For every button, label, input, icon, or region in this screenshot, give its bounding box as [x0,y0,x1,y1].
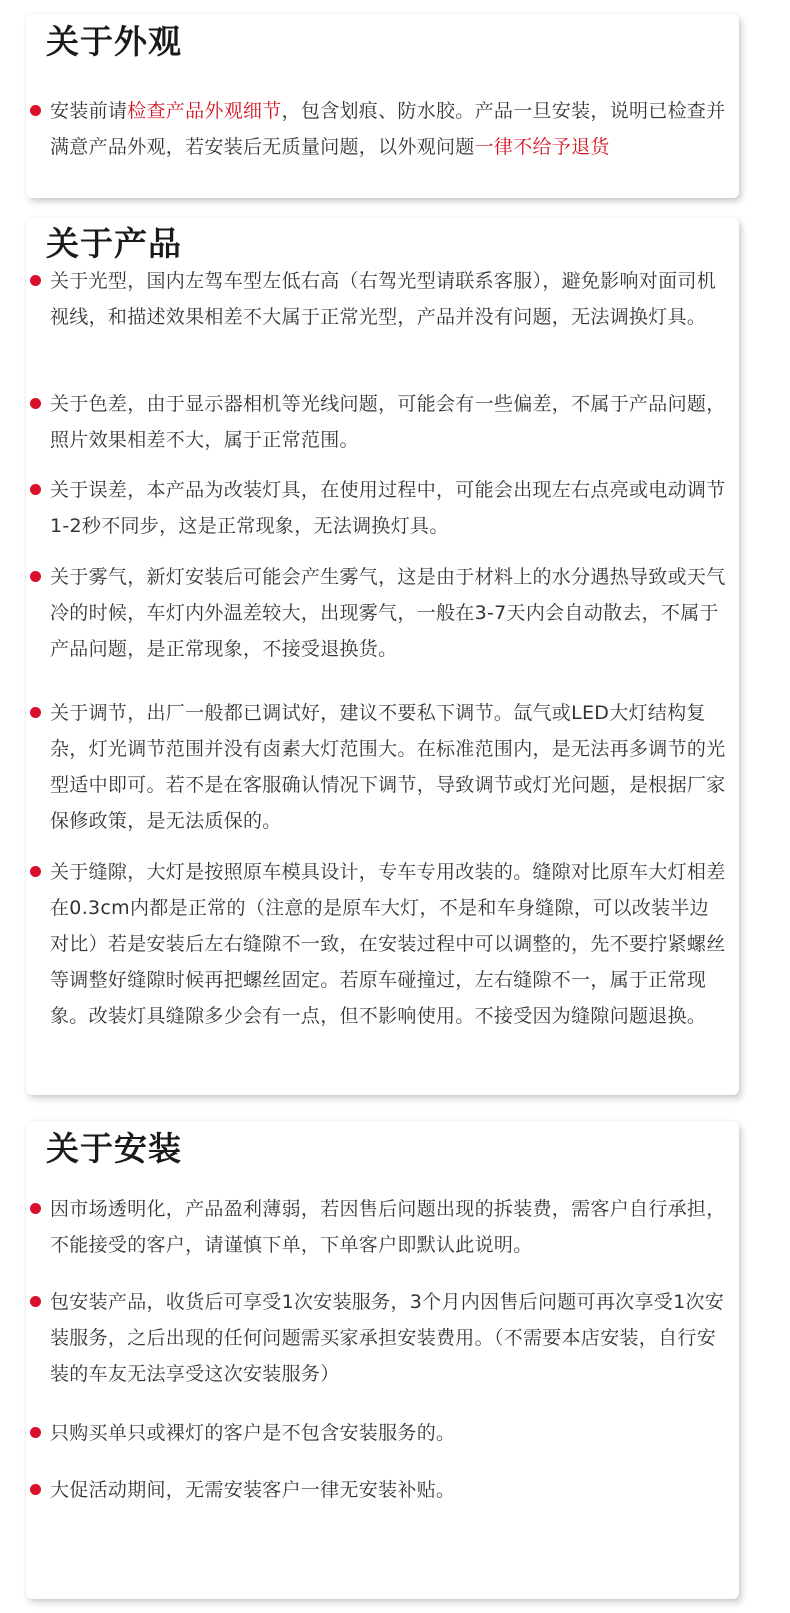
install-card [26,1121,739,1599]
bullet-text [50,93,728,165]
bullet-text: 关于调节，出厂一般都已调试好，建议不要私下调节。氙气或LED大灯结构复杂，灯光调节范围并没有卤素大灯范围大。在标准范围内，是无法再多调节的光型适中即可。若不是在客服确认情况下调节，导致调节或灯光问题，是根据厂家保修政策，是无法质保的。 [50,702,726,832]
text-segment: ，包含划痕、防水胶。产品一旦安装，说明已检查并满意产品外观，若安装后无质量问题，以外观问题 [50,100,726,158]
text-segment: 安装前请 [50,100,128,122]
bullet-dot-icon [30,707,41,718]
bullet-dot-icon [30,1484,41,1495]
bullet-text: 关于误差，本产品为改装灯具，在使用过程中，可能会出现左右点亮或电动调节1-2秒不同步，这是正常现象，无法调换灯具。 [50,479,726,537]
bullet-text: 关于雾气，新灯安装后可能会产生雾气，这是由于材料上的水分遇热导致或天气冷的时候，车灯内外温差较大，出现雾气，一般在3-7天内会自动散去，不属于产品问题，是正常现象，不接受退换货。 [50,566,726,660]
bullet-text: 关于缝隙，大灯是按照原车模具设计，专车专用改装的。缝隙对比原车大灯相差在0.3cm内都是正常的（注意的是原车大灯，不是和车身缝隙，可以改装半边对比）若是安装后左右缝隙不一致，在安装过程中可以调整的，先不要拧紧螺丝等调整好缝隙时候再把螺丝固定。若原车碰撞过，左右缝隙不一，属于正常现象。改装灯具缝隙多少会有一点，但不影响使用。不接受因为缝隙问题退换。 [50,861,726,1027]
appearance-title: 关于外观 [46,22,182,61]
bullet-dot-icon [30,1427,41,1438]
bullet-text: 包安装产品，收货后可享受1次安装服务，3个月内因售后问题可再次享受1次安装服务，之后出现的任何问题需买家承担安装费用。（不需要本店安装，自行安装的车友无法享受这次安装服务） [50,1291,725,1385]
install-title: 关于安装 [46,1129,182,1168]
bullet-text: 因市场透明化，产品盈利薄弱，若因售后问题出现的拆装费，需客户自行承担，不能接受的客户，请谨慎下单，下单客户即默认此说明。 [50,1198,726,1256]
appearance-card [26,14,739,198]
highlight-no-return: 一律不给予退货 [474,136,610,158]
bullet-text: 只购买单只或裸灯的客户是不包含安装服务的。 [50,1422,456,1444]
bullet-dot-icon [30,105,41,116]
bullet-dot-icon [30,275,41,286]
highlight-check-appearance: 检查产品外观细节 [127,100,282,122]
bullet-dot-icon [30,1296,41,1307]
product-card [26,218,739,1095]
bullet-dot-icon [30,866,41,877]
bullet-text: 关于色差，由于显示器相机等光线问题，可能会有一些偏差，不属于产品问题，照片效果相差不大，属于正常范围。 [50,393,726,451]
bullet-dot-icon [30,398,41,409]
bullet-text: 大促活动期间，无需安装客户一律无安装补贴。 [50,1479,456,1501]
product-title: 关于产品 [46,224,182,263]
bullet-dot-icon [30,484,41,495]
bullet-text: 关于光型，国内左驾车型左低右高（右驾光型请联系客服），避免影响对面司机视线，和描述效果相差不大属于正常光型，产品并没有问题，无法调换灯具。 [50,270,717,328]
bullet-dot-icon [30,571,41,582]
bullet-dot-icon [30,1203,41,1214]
